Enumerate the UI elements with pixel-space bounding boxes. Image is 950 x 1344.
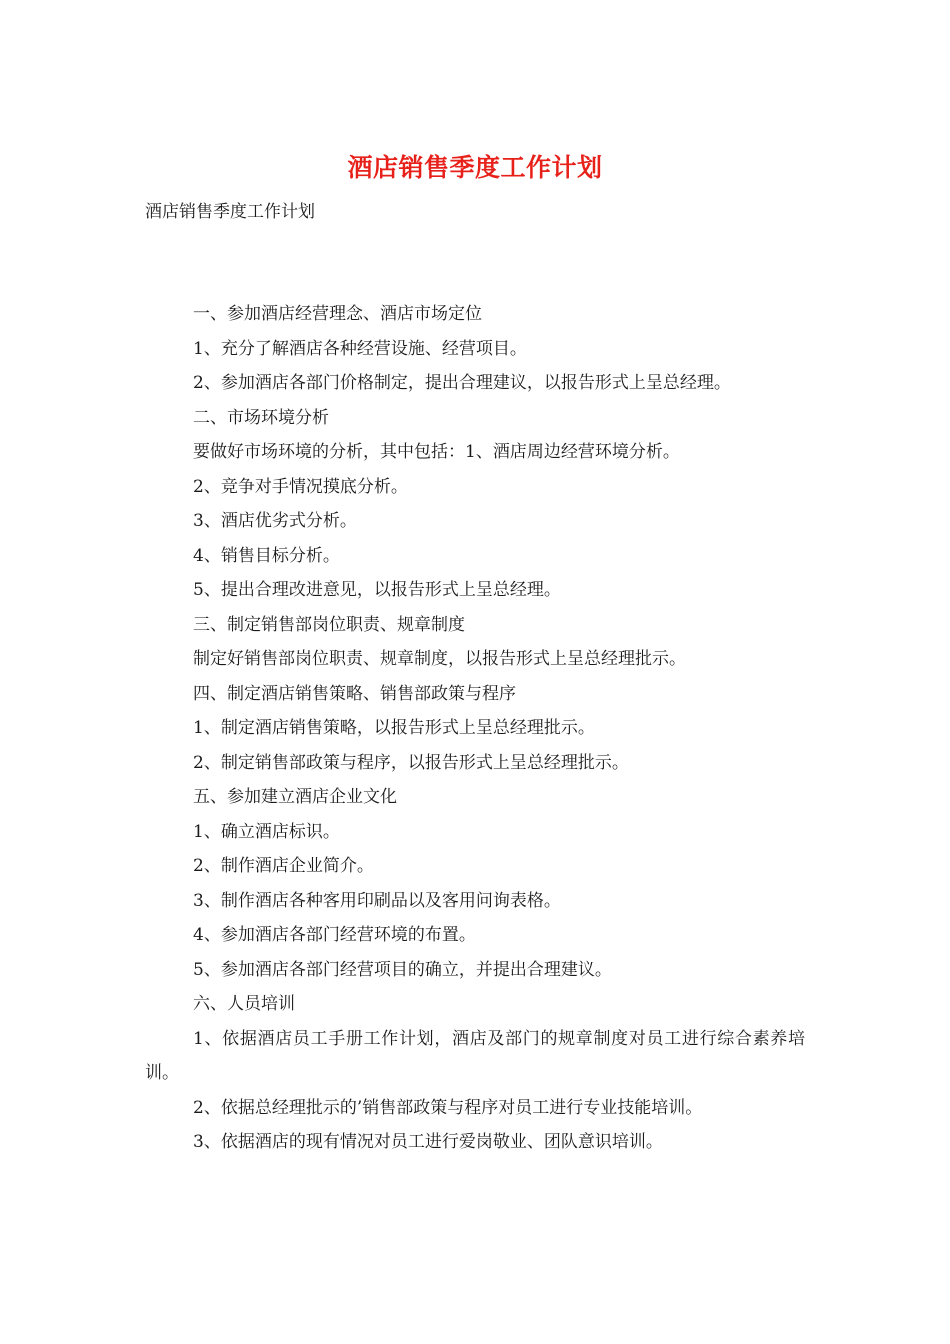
list-item: 2、制定销售部政策与程序，以报告形式上呈总经理批示。 [193, 752, 629, 773]
body-paragraph: 要做好市场环境的分析，其中包括：1、酒店周边经营环境分析。 [193, 442, 680, 462]
list-item: 5、提出合理改进意见，以报告形式上呈总经理。 [193, 580, 561, 600]
section-heading: 五、参加建立酒店企业文化 [193, 787, 397, 807]
list-item: 2、依据总经理批示的’销售部政策与程序对员工进行专业技能培训。 [193, 1097, 703, 1118]
list-item: 1、制定酒店销售策略，以报告形式上呈总经理批示。 [193, 718, 595, 738]
body-paragraph: 制定好销售部岗位职责、规章制度，以报告形式上呈总经理批示。 [193, 649, 686, 669]
section-heading: 一、参加酒店经营理念、酒店市场定位 [193, 304, 482, 324]
list-item: 3、依据酒店的现有情况对员工进行爱岗敬业、团队意识培训。 [193, 1132, 663, 1152]
list-item: 1、依据酒店员工手册工作计划，酒店及部门的规章制度对员工进行综合素养培训。 [145, 1028, 805, 1083]
list-item: 2、制作酒店企业简介。 [193, 856, 374, 876]
list-item: 4、销售目标分析。 [193, 545, 340, 566]
list-item: 5、参加酒店各部门经营项目的确立，并提出合理建议。 [193, 959, 612, 980]
document-title: 酒店销售季度工作计划 [347, 153, 603, 182]
list-item: 2、参加酒店各部门价格制定，提出合理建议，以报告形式上呈总经理。 [193, 373, 731, 393]
document-subtitle: 酒店销售季度工作计划 [145, 202, 315, 222]
section-heading: 六、人员培训 [193, 994, 295, 1014]
list-item: 3、酒店优劣式分析。 [193, 511, 357, 531]
document-body [145, 297, 805, 1160]
section-heading: 三、制定销售部岗位职责、规章制度 [193, 614, 465, 635]
list-item: 3、制作酒店各种客用印刷品以及客用问询表格。 [193, 890, 561, 911]
list-item: 4、参加酒店各部门经营环境的布置。 [193, 925, 476, 945]
list-item: 2、竞争对手情况摸底分析。 [193, 476, 408, 497]
list-item: 1、充分了解酒店各种经营设施、经营项目。 [193, 338, 527, 359]
list-item: 1、确立酒店标识。 [193, 821, 340, 842]
section-heading: 二、市场环境分析 [193, 407, 329, 428]
section-heading: 四、制定酒店销售策略、销售部政策与程序 [193, 683, 516, 704]
